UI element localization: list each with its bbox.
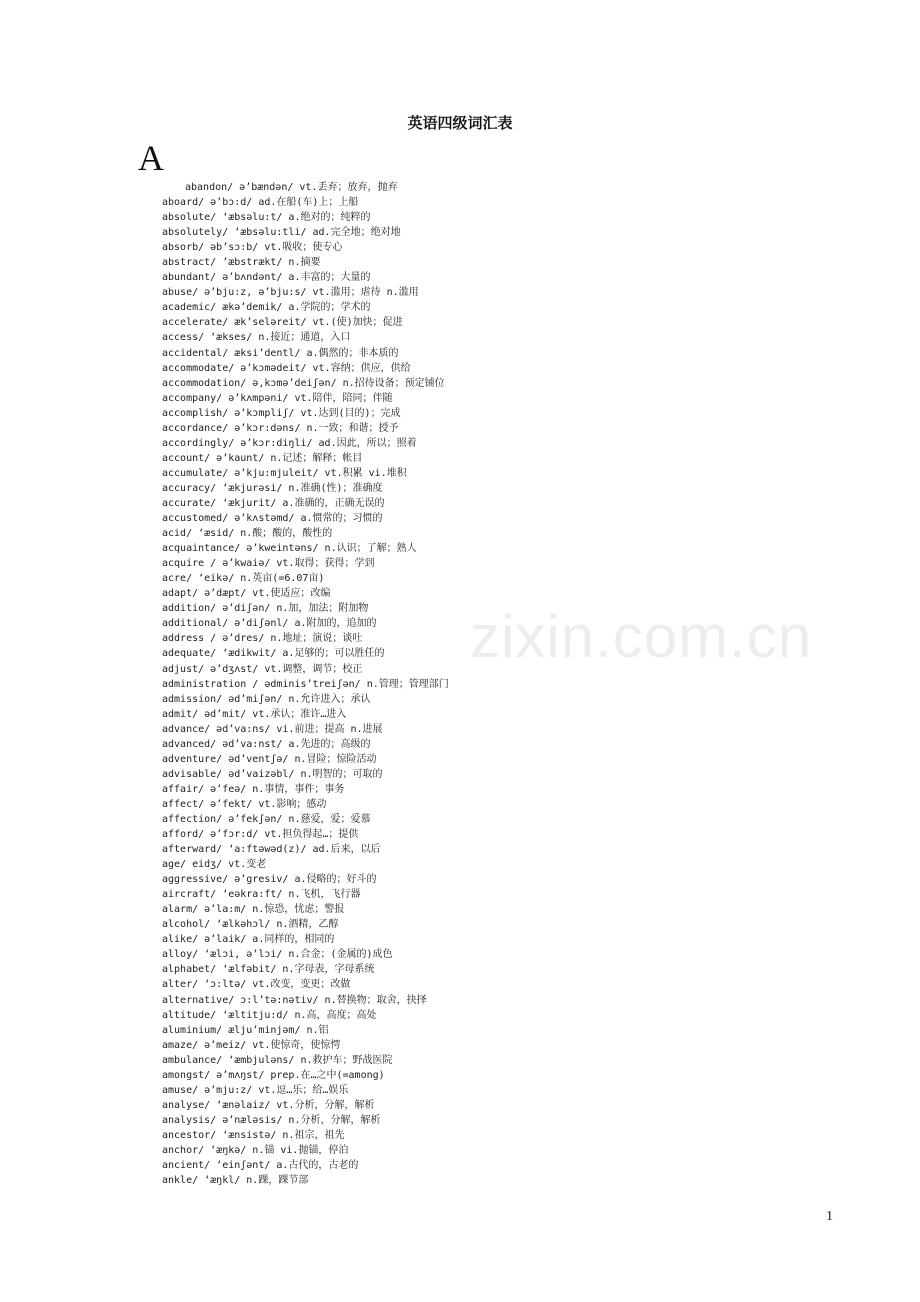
vocabulary-entry: accommodate/ ə’kɔmədeit/ vt.容纳；供应，供给 [162, 362, 411, 374]
vocabulary-entry: additional/ ə’diʃənl/ a.附加的，追加的 [162, 618, 377, 630]
vocabulary-entry: alarm/ ə’la:m/ n.惊恐，忧虑；警报 [162, 904, 345, 916]
vocabulary-entry: accordance/ ə’kɔr:dəns/ n.一致；和谐；授予 [162, 422, 399, 434]
vocabulary-entry: altitude/ ‘æltitju:d/ n.高，高度；高处 [162, 1009, 377, 1021]
vocabulary-list [162, 180, 449, 1188]
vocabulary-entry: accommodation/ ə,kɔmə’deiʃən/ n.招待设备；预定铺位 [162, 377, 445, 389]
vocabulary-entry: abstract/ ’æbstrækt/ n.摘要 [162, 257, 321, 269]
vocabulary-entry: ancestor/ ‘ænsistə/ n.祖宗，祖先 [162, 1129, 345, 1141]
vocabulary-entry: accustomed/ ə’kʌstəmd/ a.惯常的；习惯的 [162, 513, 383, 525]
page-number: 1 [826, 1209, 833, 1224]
vocabulary-entry: ankle/ ‘æŋkl/ n.踝，踝节部 [162, 1175, 309, 1187]
vocabulary-entry: affection/ ə’fekʃən/ n.慈爱，爱；爱慕 [162, 813, 371, 825]
vocabulary-entry: absolutely/ ‘æbsəlu:tli/ ad.完全地；绝对地 [162, 227, 401, 239]
vocabulary-entry: acid/ ‘æsid/ n.酸；酸的，酸性的 [162, 528, 333, 540]
vocabulary-entry: age/ eidʒ/ vt.变老 [162, 859, 267, 871]
vocabulary-entry: alter/ ‘ɔ:ltə/ vt.改变，变更；改做 [162, 979, 351, 991]
vocabulary-entry: alphabet/ ‘ælfəbit/ n.字母表，字母系统 [162, 964, 375, 976]
vocabulary-entry: anchor/ ‘æŋkə/ n.锚 vi.抛锚，停泊 [162, 1145, 349, 1156]
vocabulary-entry: accuracy/ ‘ækjurəsi/ n.准确(性)；准确度 [162, 482, 383, 494]
vocabulary-entry: abundant/ ə’bʌndənt/ a.丰富的；大量的 [162, 272, 371, 284]
vocabulary-entry: acre/ ‘eikə/ n.英亩(=6.07亩) [162, 573, 325, 585]
vocabulary-entry: acquire / ə’kwaiə/ vt.取得；获得；学到 [162, 558, 375, 570]
vocabulary-entry: account/ ə’kaunt/ n.记述；解释；帐目 [162, 452, 363, 464]
vocabulary-entry: afterward/ ‘a:ftəwəd(z)/ ad.后来，以后 [162, 844, 381, 856]
vocabulary-entry: addition/ ə’diʃən/ n.加，加法；附加物 [162, 603, 369, 615]
vocabulary-entry: amuse/ ə’mju:z/ vt.逗…乐；给…娱乐 [162, 1084, 349, 1096]
vocabulary-entry: accurate/ ‘ækjurit/ a.准确的，正确无误的 [162, 497, 385, 509]
vocabulary-entry: adjust/ ə’dʒʌst/ vt.调整，调节；校正 [162, 663, 363, 675]
vocabulary-entry: abandon/ ə’bændən/ vt.丢弃；放弃，抛弃 [185, 182, 398, 193]
vocabulary-entry: advance/ əd’va:ns/ vi.前进；提高 n.进展 [162, 723, 383, 735]
vocabulary-entry: aluminium/ ælju’minjəm/ n.铝 [162, 1024, 329, 1036]
vocabulary-entry: accumulate/ ə’kju:mjuleit/ vt.积累 vi.堆积 [162, 467, 407, 479]
vocabulary-entry: alternative/ ɔ:l’tə:nətiv/ n.替换物；取舍，抉择 [162, 994, 427, 1006]
vocabulary-entry: affair/ ə’feə/ n.事情，事件；事务 [162, 783, 345, 795]
vocabulary-entry: adequate/ ‘ædikwit/ a.足够的；可以胜任的 [162, 648, 385, 660]
vocabulary-entry: access/ ‘ækses/ n.接近；通道，入口 [162, 332, 351, 344]
vocabulary-entry: accompany/ ə’kʌmpəni/ vt.陪伴，陪同；伴随 [162, 392, 393, 404]
vocabulary-entry: ambulance/ ‘æmbjuləns/ n.救护车；野战医院 [162, 1054, 393, 1066]
vocabulary-entry: absorb/ əb’sɔ:b/ vt.吸收；使专心 [162, 242, 343, 254]
vocabulary-entry: administration / ədminis’treiʃən/ n.管理；管理部门 [162, 678, 449, 690]
vocabulary-entry: admit/ əd’mit/ vt.承认；准许…进入 [162, 708, 347, 720]
vocabulary-entry: amongst/ ə’mʌŋst/ prep.在…之中(=among) [162, 1069, 385, 1081]
vocabulary-entry: accelerate/ æk’seləreit/ vt.(使)加快；促进 [162, 317, 403, 329]
vocabulary-entry: accidental/ æksi’dentl/ a.偶然的；非本质的 [162, 347, 399, 359]
vocabulary-entry: analyse/ ‘ænəlaiz/ vt.分析，分解，解析 [162, 1099, 375, 1111]
vocabulary-entry: acquaintance/ ə’kweintəns/ n.认识；了解；熟人 [162, 543, 417, 555]
vocabulary-entry: abuse/ ə’bju:z, ə’bju:s/ vt.滥用；虐待 n.滥用 [162, 287, 419, 299]
vocabulary-entry: analysis/ ə’næləsis/ n.分析，分解，解析 [162, 1114, 381, 1126]
vocabulary-entry: amaze/ ə’meiz/ vt.使惊奇，使惊愕 [162, 1039, 341, 1051]
vocabulary-entry: accomplish/ ə’kɔmpliʃ/ vt.达到(目的)；完成 [162, 407, 401, 419]
vocabulary-entry: alloy/ ‘ælɔi, ə’lɔi/ n.合金；(金属的)成色 [162, 949, 393, 961]
vocabulary-entry: adapt/ ə’dæpt/ vt.使适应；改编 [162, 588, 331, 600]
vocabulary-entry: aboard/ ə’bɔ:d/ ad.在船(车)上；上船 [162, 197, 359, 209]
watermark: zixin.com.cn [470, 603, 813, 670]
vocabulary-entry: address / ə’dres/ n.地址；演说；谈吐 [162, 633, 363, 645]
vocabulary-entry: admission/ əd’miʃən/ n.允许进入；承认 [162, 693, 371, 705]
vocabulary-entry: absolute/ ‘æbsəlu:t/ a.绝对的；纯粹的 [162, 212, 371, 224]
vocabulary-entry: alcohol/ ‘ælkəhɔl/ n.酒精，乙醇 [162, 919, 339, 931]
vocabulary-entry: adventure/ əd’ventʃə/ n.冒险；惊险活动 [162, 753, 377, 765]
vocabulary-entry: advanced/ əd’va:nst/ a.先进的；高级的 [162, 738, 371, 750]
vocabulary-entry: academic/ ækə’demik/ a.学院的；学术的 [162, 302, 371, 314]
document-title: 英语四级词汇表 [407, 114, 513, 132]
vocabulary-entry: alike/ ə’laik/ a.同样的，相同的 [162, 934, 335, 946]
vocabulary-entry: aircraft/ ‘eəkra:ft/ n.飞机，飞行器 [162, 889, 361, 901]
vocabulary-entry: aggressive/ ə’gresiv/ a.侵略的；好斗的 [162, 874, 377, 886]
section-letter: A [138, 138, 164, 178]
vocabulary-entry: afford/ ə’fɔr:d/ vt.担负得起…；提供 [162, 829, 359, 841]
vocabulary-entry: ancient/ ‘einʃənt/ a.古代的，古老的 [162, 1160, 359, 1172]
vocabulary-entry: accordingly/ ə’kɔr:diŋli/ ad.因此，所以；照着 [162, 437, 417, 449]
vocabulary-entry: affect/ ə’fekt/ vt.影响；感动 [162, 798, 327, 810]
vocabulary-entry: advisable/ əd’vaizəbl/ n.明智的；可取的 [162, 768, 383, 780]
